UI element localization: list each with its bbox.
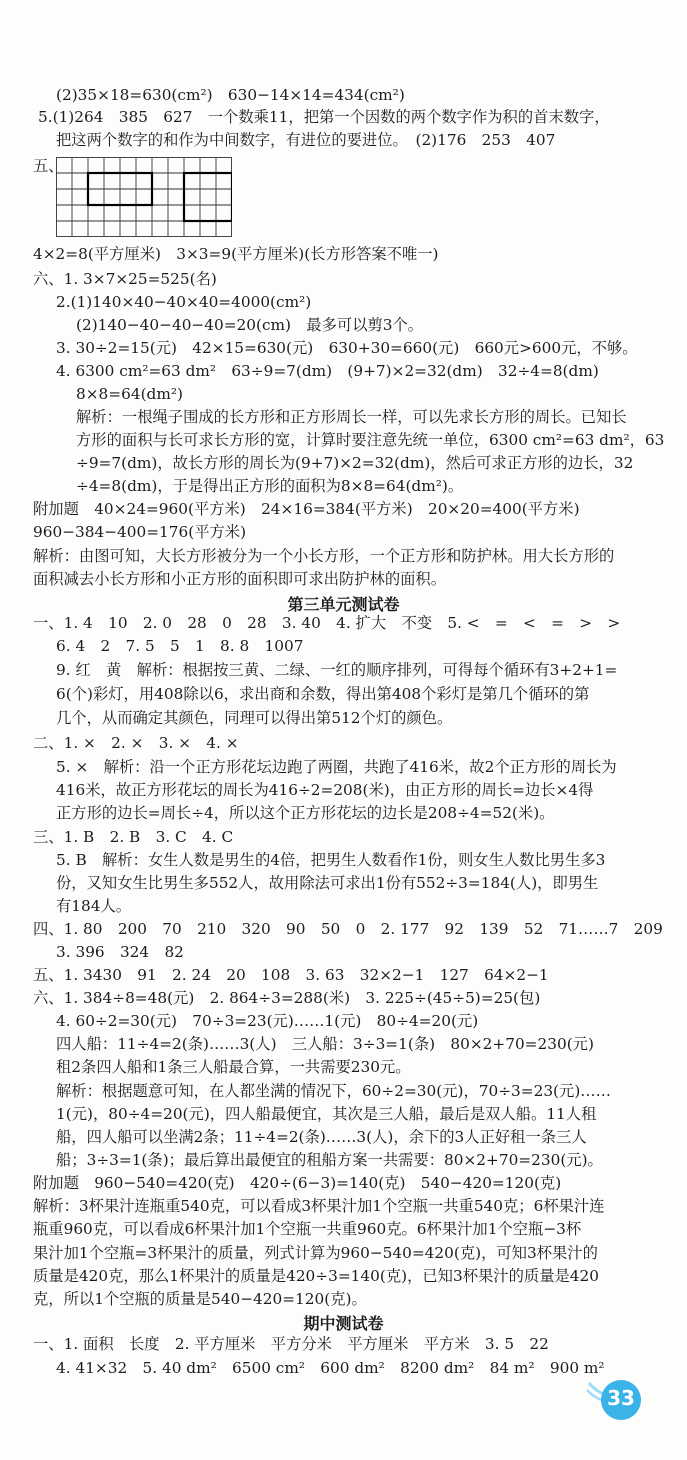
text-line: 4. 41×32 5. 40 dm² 6500 cm² 600 dm² 8200 dm² 84 m² 900 m²: [56, 1359, 605, 1377]
text-line: (2)35×18=630(cm²) 630−14×14=434(cm²): [56, 86, 405, 104]
text-line: 船；3÷3=1(条)；最后算出最便宜的租船方案一共需要：80×2+70=230(元)。: [56, 1151, 603, 1169]
text-line: 2.(1)140×40−40×40=4000(cm²): [56, 293, 312, 311]
text-line: 质量是420克，那么1杯果汁的质量是420÷3=140(克)，已知3杯果汁的质量是420: [33, 1267, 599, 1285]
text-line: 四、1. 80 200 70 210 320 90 50 0 2. 177 92 139 52 71……7 209: [33, 920, 663, 938]
text-line: 5.(1)264 385 627 一个数乘11，把第一个因数的两个数字作为积的首末数字，: [38, 108, 610, 126]
text-line: 6. 4 2 7. 5 5 1 8. 8 1007: [56, 637, 304, 655]
text-line: 有184人。: [56, 897, 132, 915]
text-line: 解析：一根绳子围成的长方形和正方形周长一样，可以先求长方形的周长。已知长: [76, 408, 627, 426]
text-line: 五、1. 3430 91 2. 24 20 108 3. 63 32×2−1 127 64×2−1: [33, 966, 549, 984]
text-line: 租2条四人船和1条三人船最合算，一共需要230元。: [56, 1058, 411, 1076]
text-line: 附加题 960−540=420(克) 420÷(6−3)=140(克) 540−420=120(克): [33, 1174, 562, 1192]
text-line: 几个，从而确定其颜色，同理可以得出第512个灯的颜色。: [56, 709, 453, 727]
text-line: 瓶重960克，可以看成6杯果汁加1个空瓶一共重960克。6杯果汁加1个空瓶−3杯: [33, 1220, 582, 1238]
text-line: 4×2=8(平方厘米) 3×3=9(平方厘米)(长方形答案不唯一): [33, 245, 439, 263]
text-line: 5. × 解析：沿一个正方形花坛边跑了两圈，共跑了416米，故2个正方形的周长为: [56, 758, 617, 776]
text-line: 6(个)彩灯，用408除以6，求出商和余数，得出第408个彩灯是第几个循环的第: [56, 685, 590, 703]
text-line: 3. 396 324 82: [56, 943, 184, 961]
text-line: 果汁加1个空瓶=3杯果汁的质量，列式计算为960−540=420(克)，可知3杯果汁的: [33, 1244, 598, 1262]
text-line: ÷4=8(dm)，于是得出正方形的面积为8×8=64(dm²)。: [76, 477, 464, 495]
text-line: 解析：3杯果汁连瓶重540克，可以看成3杯果汁加1个空瓶一共重540克；6杯果汁连: [33, 1197, 605, 1215]
section-heading: 第三单元测试卷: [287, 595, 400, 614]
page-number: 33: [607, 1386, 635, 1410]
text-line: 1(元)，80÷4=20(元)，四人船最便宜，其次是三人船，最后是双人船。11人租: [56, 1105, 597, 1123]
text-line: 一、1. 4 10 2. 0 28 0 28 3. 40 4. 扩大 不变 5. < = < = > >: [33, 614, 621, 632]
text-line: 六、1. 3×7×25=525(名): [33, 270, 217, 288]
section-heading: 期中测试卷: [303, 1314, 384, 1333]
text-line: 方形的面积与长可求长方形的宽，计算时要注意先统一单位，6300 cm²=63 dm²，63: [76, 431, 665, 449]
text-line: (2)140−40−40−40=20(cm) 最多可以剪3个。: [76, 316, 424, 334]
text-line: 5. B 解析：女生人数是男生的4倍，把男生人数看作1份，则女生人数比男生多3: [56, 851, 606, 869]
text-line: 解析：根据题意可知，在人都坐满的情况下，60÷2=30(元)，70÷3=23(元)……: [56, 1082, 611, 1100]
text-line: 4. 60÷2=30(元) 70÷3=23(元)……1(元) 80÷4=20(元): [56, 1012, 479, 1030]
text-line: 8×8=64(dm²): [76, 385, 183, 403]
text-line: 一、1. 面积 长度 2. 平方厘米 平方分米 平方厘米 平方米 3. 5 22: [33, 1335, 549, 1353]
text-line: ÷9=7(dm)，故长方形的周长为(9+7)×2=32(dm)，然后可求正方形的边长，32: [76, 454, 634, 472]
text-line: 二、1. × 2. × 3. × 4. ×: [33, 734, 239, 752]
text-line: 六、1. 384÷8=48(元) 2. 864÷3=288(米) 3. 225÷(45÷5)=25(包): [33, 989, 541, 1007]
text-line: 四人船：11÷4=2(条)……3(人) 三人船：3÷3=1(条) 80×2+70=230(元): [56, 1035, 594, 1053]
text-line: 416米，故正方形花坛的周长为416÷2=208(米)，由正方形的周长=边长×4得: [56, 781, 594, 799]
text-line: 4. 6300 cm²=63 dm² 63÷9=7(dm) (9+7)×2=32(dm) 32÷4=8(dm): [56, 362, 599, 380]
text-line: 3. 30÷2=15(元) 42×15=630(元) 630+30=660(元) 660元>600元，不够。: [56, 339, 638, 357]
page-number-badge: [585, 1377, 643, 1423]
text-line: 9. 红 黄 解析：根据按三黄、二绿、一红的顺序排列，可得每个循环有3+2+1=: [56, 661, 618, 679]
text-line: 克，所以1个空瓶的质量是540−420=120(克)。: [33, 1290, 367, 1308]
drawing-grid: [56, 157, 232, 237]
square-answer: [184, 173, 232, 221]
text-line: 船，四人船可以坐满2条；11÷4=2(条)……3(人)，余下的3人正好租一条三人: [56, 1128, 587, 1146]
text-line: 解析：由图可知，大长方形被分为一个小长方形，一个正方形和防护林。用大长方形的: [33, 547, 615, 565]
text-line: 正方形的边长=周长÷4，所以这个正方形花坛的边长是208÷4=52(米)。: [56, 804, 555, 822]
text-line: 三、1. B 2. B 3. C 4. C: [33, 828, 234, 846]
text-line: 份，又知女生比男生多552人，故用除法可求出1份有552÷3=184(人)，即男生: [56, 874, 599, 892]
section-label: 五、: [33, 157, 64, 175]
text-line: 附加题 40×24=960(平方米) 24×16=384(平方米) 20×20=400(平方米): [33, 500, 580, 518]
text-line: 把这两个数字的和作为中间数字，有进位的要进位。 (2)176 253 407: [56, 131, 556, 149]
text-line: 960−384−400=176(平方米): [33, 523, 247, 541]
text-line: 面积减去小长方形和小正方形的面积即可求出防护林的面积。: [33, 570, 447, 588]
